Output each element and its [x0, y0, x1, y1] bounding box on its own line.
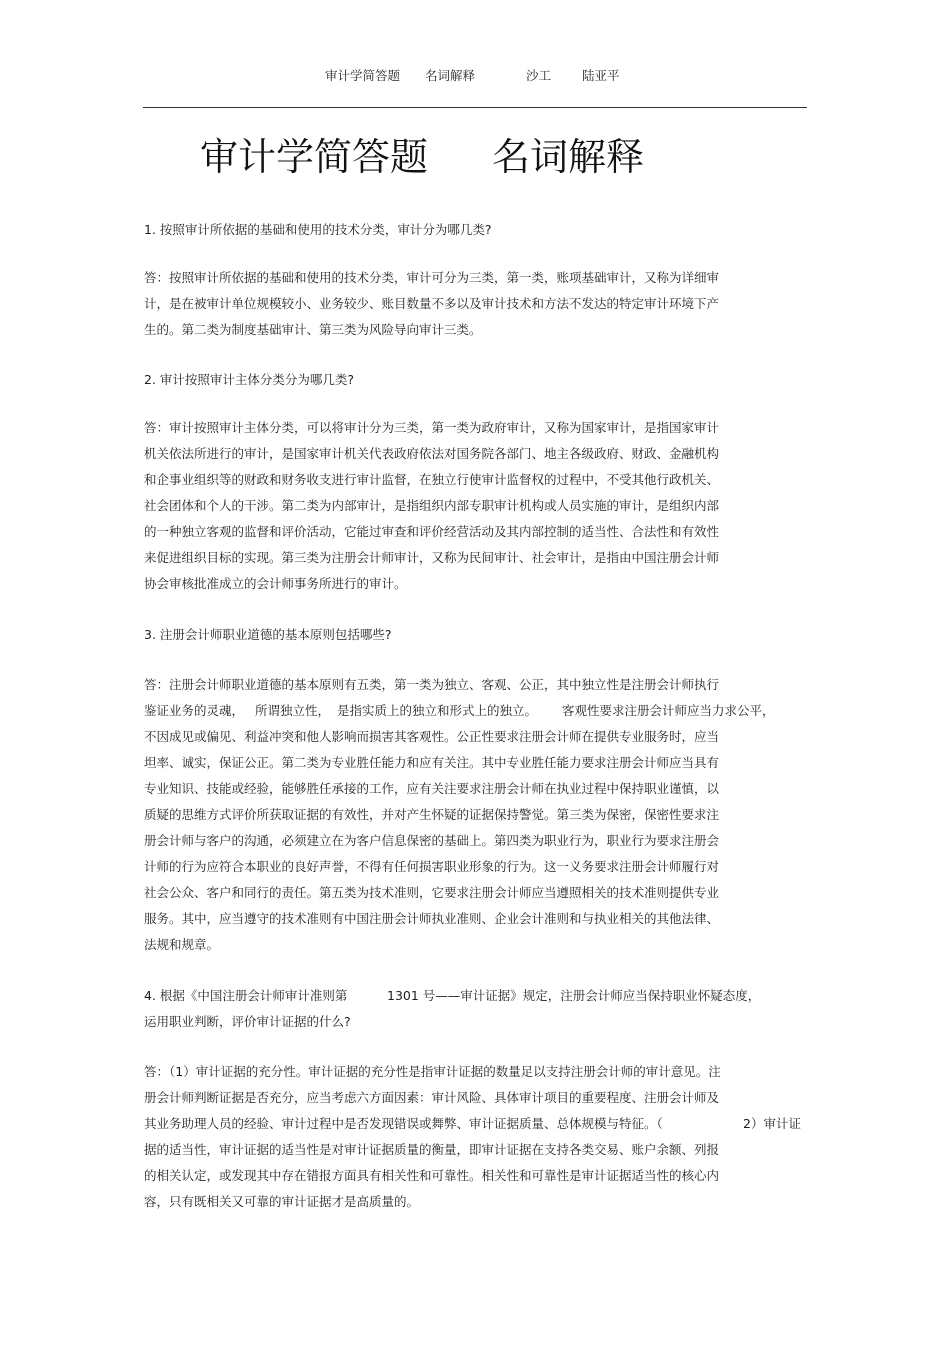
- answer-4-segment: 2）审计证: [743, 1116, 801, 1131]
- answer-1-line: 答：按照审计所依据的基础和使用的技术分类，审计可分为三类，第一类，账项基础审计，又称为详细审: [144, 270, 720, 285]
- answer-4-line: 答：（1）审计证据的充分性。审计证据的充分性是指审计证据的数量足以支持注册会计师的审计意见。注: [144, 1064, 721, 1079]
- question-2: 2. 审计按照审计主体分类分为哪几类?: [144, 372, 355, 387]
- answer-3-segment: 是指实质上的独立和形式上的独立。: [337, 703, 538, 718]
- header-subtitle: 名词解释: [425, 68, 476, 83]
- answer-3-line: 专业知识、技能或经验，能够胜任承接的工作，应有关注要求注册会计师在执业过程中保持职业谨慎，以: [144, 781, 720, 796]
- header-title: 审计学简答题: [325, 68, 401, 83]
- running-header: [0, 66, 950, 88]
- answer-1-line: 计，是在被审计单位规模较小、业务较少、账目数量不多以及审计技术和方法不发达的特定审计环境下产: [144, 296, 720, 311]
- answer-3-segment: 所谓独立性，: [255, 703, 331, 718]
- answer-2-line: 答：审计按照审计主体分类，可以将审计分为三类，第一类为政府审计，又称为国家审计，是指国家审计: [144, 420, 720, 435]
- answer-4-line: 据的适当性，审计证据的适当性是对审计证据质量的衡量，即审计证据在支持各类交易、账户余额、列报: [144, 1142, 720, 1157]
- answer-4-line: 容，只有既相关又可靠的审计证据才是高质量的。: [144, 1194, 420, 1209]
- question-4-segment: 1301 号——审计证据》规定，注册会计师应当保持职业怀疑态度，: [387, 988, 761, 1003]
- document-title-sub: 名词解释: [492, 135, 645, 179]
- answer-3-segment: 鉴证业务的灵魂，: [144, 703, 245, 718]
- answer-4-line: 的相关认定，或发现其中存在错报方面具有相关性和可靠性。相关性和可靠性是审计证据适当性的核心内: [144, 1168, 720, 1183]
- answer-3-line: 不因成见或偏见、利益冲突和他人影响而损害其客观性。公正性要求注册会计师在提供专业服务时，应当: [144, 729, 720, 744]
- answer-3-line: 服务。其中，应当遵守的技术准则有中国注册会计师执业准则、企业会计准则和与执业相关的其他法律、: [144, 911, 720, 926]
- question-4-line: 运用职业判断，评价审计证据的什么?: [144, 1014, 351, 1029]
- header-rule: [143, 107, 807, 108]
- question-1: 1. 按照审计所依据的基础和使用的技术分类，审计分为哪几类?: [144, 222, 492, 237]
- document-title: [200, 130, 800, 184]
- header-school: 沙工: [526, 68, 552, 83]
- answer-2-line: 的一种独立客观的监督和评价活动，它能过审查和评价经营活动及其内部控制的适当性、合法性和有效性: [144, 524, 720, 539]
- answer-3-line: 计师的行为应符合本职业的良好声誉，不得有任何损害职业形象的行为。这一义务要求注册会计师履行对: [144, 859, 720, 874]
- question-4-segment: 4. 根据《中国注册会计师审计准则第: [144, 988, 348, 1003]
- answer-2-line: 来促进组织目标的实现。第三类为注册会计师审计，又称为民间审计、社会审计，是指由中国注册会计师: [144, 550, 720, 565]
- answer-2-line: 机关依法所进行的审计，是国家审计机关代表政府依法对国务院各部门、地主各级政府、财政、金融机构: [144, 446, 720, 461]
- answer-2-line: 社会团体和个人的干涉。第二类为内部审计，是指组织内部专职审计机构或人员实施的审计，是组织内部: [144, 498, 720, 513]
- answer-3-line: 法规和规章。: [144, 937, 220, 952]
- answer-3-line: 坦率、诚实，保证公正。第二类为专业胜任能力和应有关注。其中专业胜任能力要求注册会计师应当具有: [144, 755, 720, 770]
- answer-3-line: 册会计师与客户的沟通，必须建立在为客户信息保密的基础上。第四类为职业行为，职业行为要求注册会: [144, 833, 720, 848]
- answer-3-segment: 客观性要求注册会计师应当力求公平，: [562, 703, 775, 718]
- document-title-main: 审计学简答题: [200, 135, 429, 179]
- answer-4-segment: 其业务助理人员的经验、审计过程中是否发现错误或舞弊、审计证据质量、总体规模与特征。（: [144, 1116, 663, 1131]
- answer-3-line: 质疑的思维方式评价所获取证据的有效性，并对产生怀疑的证据保持警觉。第三类为保密，保密性要求注: [144, 807, 720, 822]
- header-author: 陆亚平: [582, 68, 620, 83]
- question-3: 3. 注册会计师职业道德的基本原则包括哪些?: [144, 627, 392, 642]
- answer-1-line: 生的。第二类为制度基础审计、第三类为风险导向审计三类。: [144, 322, 482, 337]
- answer-4-line: 册会计师判断证据是否充分，应当考虑六方面因素：审计风险、具体审计项目的重要程度、注册会计师及: [144, 1090, 720, 1105]
- answer-2-line: 协会审核批准成立的会计师事务所进行的审计。: [144, 576, 407, 591]
- answer-2-line: 和企事业组织等的财政和财务收支进行审计监督，在独立行使审计监督权的过程中，不受其他行政机关、: [144, 472, 720, 487]
- answer-3-line: 社会公众、客户和同行的责任。第五类为技术准则，它要求注册会计师应当遵照相关的技术准则提供专业: [144, 885, 720, 900]
- answer-3-line: 答：注册会计师职业道德的基本原则有五类，第一类为独立、客观、公正，其中独立性是注册会计师执行: [144, 677, 720, 692]
